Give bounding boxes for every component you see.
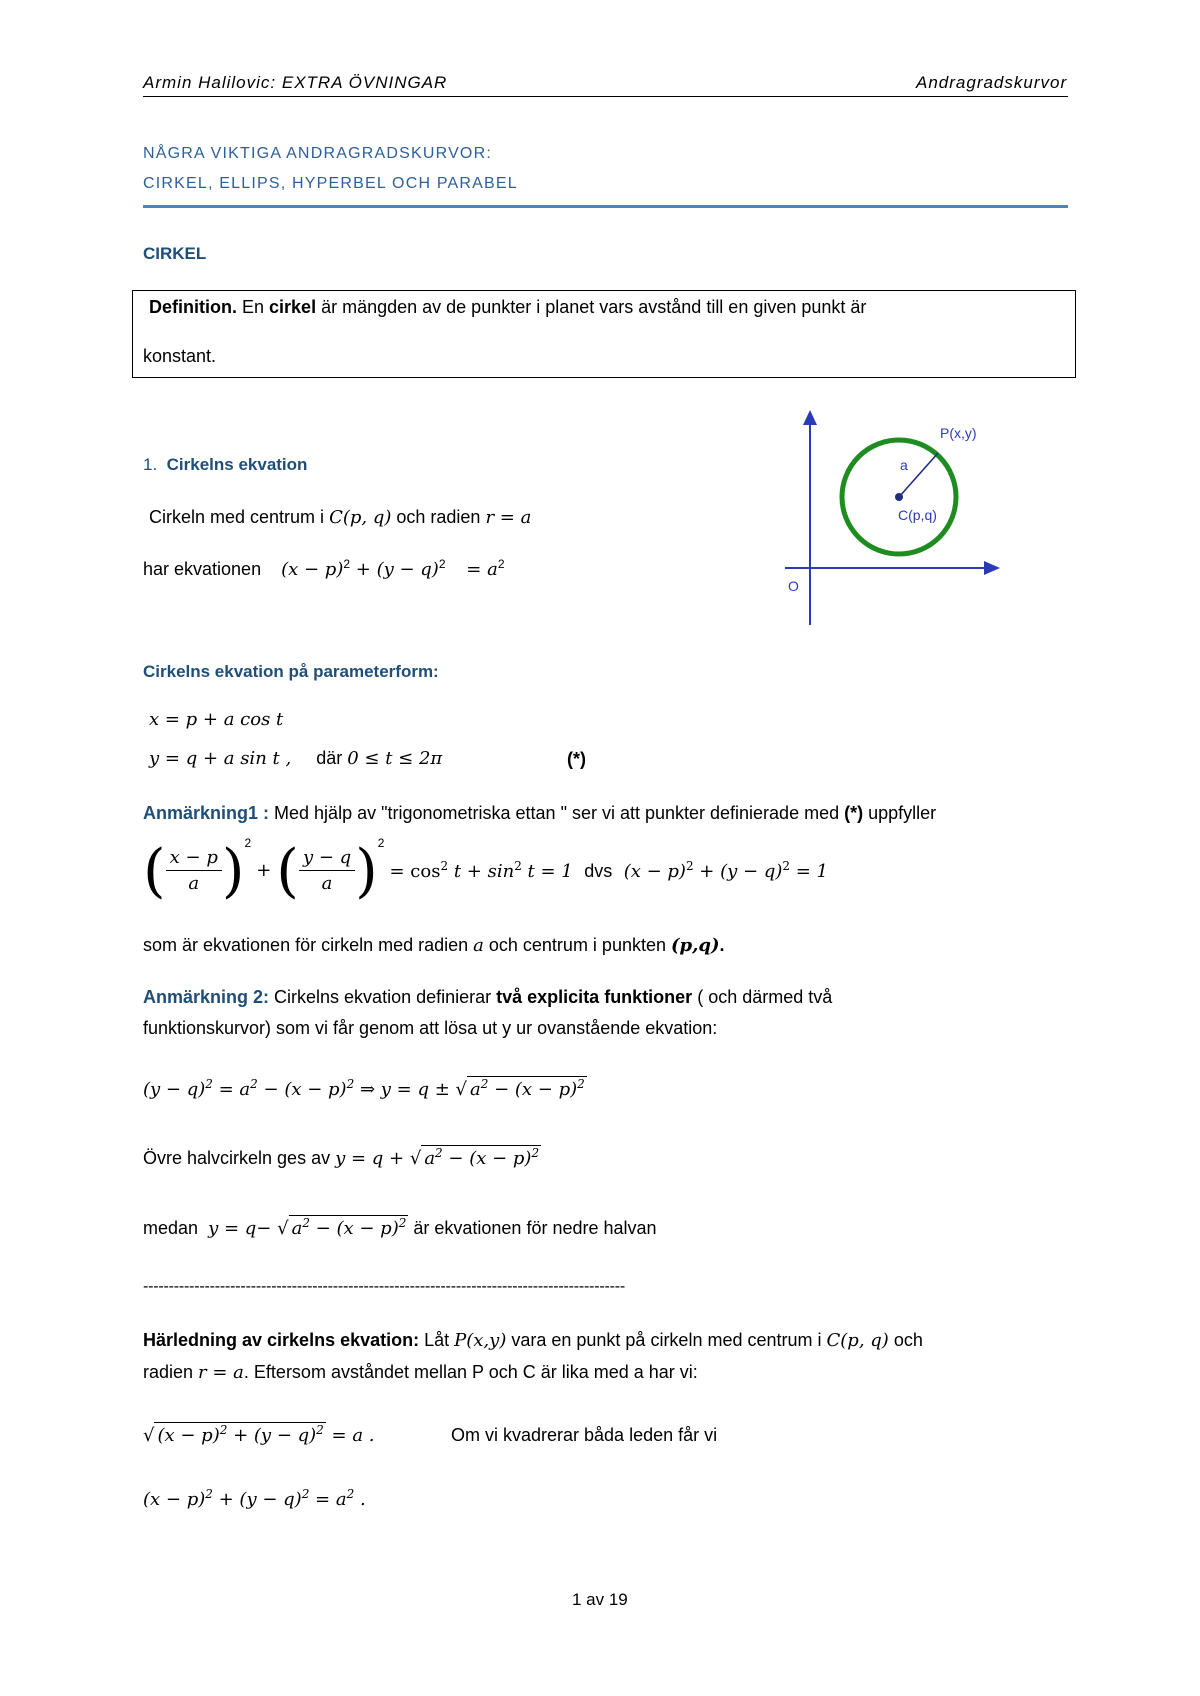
- final-end: .: [354, 1489, 366, 1510]
- final-equation: $(x - p)^2 + (y - q)^2 = a^2$ .: [143, 1487, 366, 1510]
- circle-radius: r = a: [485, 507, 532, 528]
- circle-intro: [149, 507, 531, 528]
- eq-part-a: (x − p): [281, 559, 344, 580]
- divider: ----------------------------------------------------------------------------------------------: [143, 1278, 626, 1295]
- remark2-text-b: ( och därmed två: [692, 987, 833, 1007]
- frac2-exp: 2: [377, 836, 385, 850]
- eq-exp-3: 2: [497, 557, 505, 571]
- header-right: Andragradskurvor: [916, 73, 1068, 92]
- dist-root-a: (x − p): [157, 1425, 220, 1446]
- solve-arrow: ⇒ y = q ±: [354, 1079, 456, 1100]
- derivation-a: Låt: [419, 1330, 455, 1350]
- dist-root-b: + (y − q): [227, 1425, 317, 1446]
- y-axis-arrow: [803, 410, 817, 425]
- derivation-line2-a: radien: [143, 1362, 199, 1382]
- remark2-text-a: Cirkelns ekvation definierar: [269, 987, 497, 1007]
- remark2-line2: funktionskurvor) som vi får genom att lösa ut y ur ovanstående ekvation:: [143, 1018, 718, 1038]
- equation-line: [143, 557, 505, 580]
- remark1-conclusion: [143, 935, 725, 956]
- remark1-star: (*): [844, 803, 864, 823]
- conclusion-end: .: [719, 935, 725, 955]
- remark1-text: Med hjälp av "trigonometriska ettan " ser vi att punkter definierade med: [269, 803, 845, 823]
- circle-center: C(p, q): [329, 507, 392, 528]
- solve-root-b: − (x − p): [488, 1079, 578, 1100]
- page-number: 1 av 19: [572, 1590, 628, 1609]
- solve-c: − (x − p): [257, 1079, 347, 1100]
- circle-figure: [770, 405, 1010, 630]
- solve-a: (y − q): [143, 1079, 206, 1100]
- derivation-P: P(x,y): [454, 1330, 507, 1351]
- section-heading: CIRKEL: [143, 244, 207, 263]
- solve-root: $a^2 - (x - p)^2$: [467, 1076, 587, 1100]
- derivation-line2: [143, 1362, 698, 1383]
- paren-open-2: (: [276, 836, 299, 905]
- header-left: Armin Halilovic: EXTRA ÖVNINGAR: [143, 73, 448, 92]
- upper-root-b: − (x − p): [442, 1148, 532, 1169]
- paren-open-1: (: [143, 836, 166, 905]
- dist-text: Om vi kvadrerar båda leden får vi: [451, 1425, 718, 1445]
- title-line2: CIRKEL, ELLIPS, HYPERBEL OCH PARABEL: [143, 175, 518, 192]
- param-y: y = q + a sin t ,: [149, 748, 292, 769]
- eq-part-b: + (y − q): [350, 559, 439, 580]
- remark2-line1: [143, 987, 832, 1008]
- solve-root-a: a: [470, 1079, 481, 1100]
- conclusion-point: (p,q): [671, 935, 720, 956]
- center-label: C(p,q): [898, 507, 937, 523]
- remark1-cos: = cos: [389, 860, 441, 882]
- derivation-line1: [143, 1330, 923, 1351]
- param-line1: x = p + a cos t: [149, 709, 284, 730]
- upper-root-a: a: [424, 1148, 436, 1169]
- remark1-one: t = 1: [521, 860, 573, 882]
- solve-equation: $(y - q)^2 = a^2 - (x - p)^2$ ⇒ y = q ± √ $a^2 - (x - p)^2$: [143, 1077, 585, 1100]
- definition-line2: konstant.: [143, 346, 217, 366]
- remark2-bold: två explicita funktioner: [496, 987, 693, 1007]
- final-a: (x − p): [143, 1489, 206, 1510]
- sub1-number: 1.: [143, 455, 158, 474]
- derivation-C: C(p, q): [826, 1330, 889, 1351]
- upper-eq: y = q +: [335, 1148, 410, 1169]
- paren-close-2: ): [355, 836, 378, 905]
- param-heading: Cirkelns ekvation på parameterform:: [143, 662, 439, 681]
- center-dot: [895, 493, 903, 501]
- param-star: (*): [567, 749, 586, 769]
- remark2-label: Anmärkning 2:: [143, 987, 270, 1007]
- lower-half: medan y = q− √ $a^2 - (x - p)^2$ är ekvationen för nedre halvan: [143, 1216, 657, 1239]
- definition-bold: cirkel: [269, 297, 317, 317]
- point-label: P(x,y): [940, 425, 977, 441]
- sub1-heading: [143, 455, 307, 475]
- derivation-c: och: [888, 1330, 923, 1350]
- remark1-rhs-b: + (y − q): [693, 860, 783, 882]
- upper-root: $a^2 - (x - p)^2$: [421, 1145, 541, 1169]
- equation-prefix: har ekvationen: [143, 559, 262, 579]
- dist-rhs: = a .: [325, 1425, 375, 1446]
- remark1-tail: uppfyller: [863, 803, 937, 823]
- radius-label: a: [900, 457, 908, 473]
- remark1-rhs-a: (x − p): [623, 860, 686, 882]
- fraction-2: [299, 847, 355, 894]
- final-b: + (y − q): [212, 1489, 302, 1510]
- param-dar: där: [316, 748, 343, 768]
- derivation-line2-b: . Eftersom avståndet mellan P och C är lika med a har vi:: [243, 1362, 698, 1382]
- paren-close-1: ): [221, 836, 245, 905]
- frac1-num: x − p: [166, 847, 222, 871]
- remark1-dvs: dvs: [584, 860, 613, 881]
- lower-tail: är ekvationen för nedre halvan: [408, 1218, 657, 1238]
- frac2-den: a: [321, 872, 333, 894]
- circle-intro-b: och radien: [391, 507, 486, 527]
- frac2-num: y − q: [299, 847, 355, 871]
- final-c: = a: [309, 1489, 347, 1510]
- conclusion-var: a: [473, 935, 484, 956]
- derivation-r: r = a: [198, 1362, 244, 1383]
- origin-label: O: [788, 578, 799, 594]
- definition-line1: [149, 297, 866, 318]
- remark1-label: Anmärkning1 :: [143, 803, 270, 823]
- remark1-equation: ( $\frac{x - p}{a}$ )$^2$ + ( $\frac{y - q}{a}$ )$^2 = \cos^2 t + \sin^2 t = 1$ dvs $(x - p)^2 + (y - q)^2 = 1$: [143, 836, 828, 905]
- upper-half: Övre halvcirkeln ges av y = q + √ $a^2 - (x - p)^2$: [143, 1146, 540, 1169]
- frac1-den: a: [188, 872, 200, 894]
- definition-text-a: En: [237, 297, 270, 317]
- definition-text-b: är mängden av de punkter i planet vars avstånd till en given punkt är: [316, 297, 867, 317]
- derivation-label: Härledning av cirkelns ekvation:: [143, 1330, 420, 1350]
- derivation-b: vara en punkt på cirkeln med centrum i: [506, 1330, 827, 1350]
- lower-text: medan: [143, 1218, 204, 1238]
- remark1-rhs-c: = 1: [790, 860, 828, 882]
- definition-label: Definition.: [149, 297, 237, 317]
- param-range: 0 ≤ t ≤ 2π: [347, 748, 443, 769]
- remark1-line: [143, 803, 936, 824]
- lower-eq: y = q−: [208, 1218, 278, 1239]
- remark1-sin: t + sin: [448, 860, 515, 882]
- lower-root-b: − (x − p): [309, 1218, 399, 1239]
- param-line2: [149, 748, 442, 769]
- eq-exp-1: 2: [343, 557, 351, 571]
- frac1-exp: 2: [244, 836, 252, 850]
- x-axis-arrow: [984, 561, 1000, 575]
- lower-root-a: a: [291, 1218, 303, 1239]
- title-rule: [143, 205, 1068, 208]
- fraction-1: [166, 847, 222, 894]
- circle-intro-a: Cirkeln med centrum i: [149, 507, 330, 527]
- sub1-title: Cirkelns ekvation: [166, 455, 308, 474]
- eq-exp-2: 2: [438, 557, 446, 571]
- lower-root: $a^2 - (x - p)^2$: [289, 1215, 409, 1239]
- upper-text: Övre halvcirkeln ges av: [143, 1148, 336, 1168]
- conclusion-a: som är ekvationen för cirkeln med radien: [143, 935, 474, 955]
- title-line1: NÅGRA VIKTIGA ANDRAGRADSKURVOR:: [143, 145, 492, 162]
- header-rule: [143, 96, 1068, 97]
- distance-equation: √ $(x - p)^2 + (y - q)^2 = a$ .: [143, 1423, 375, 1446]
- solve-b: = a: [212, 1079, 251, 1100]
- eq-part-c: = a: [460, 559, 498, 580]
- dist-root: $(x - p)^2 + (y - q)^2$: [154, 1422, 325, 1446]
- conclusion-b: och centrum i punkten: [483, 935, 671, 955]
